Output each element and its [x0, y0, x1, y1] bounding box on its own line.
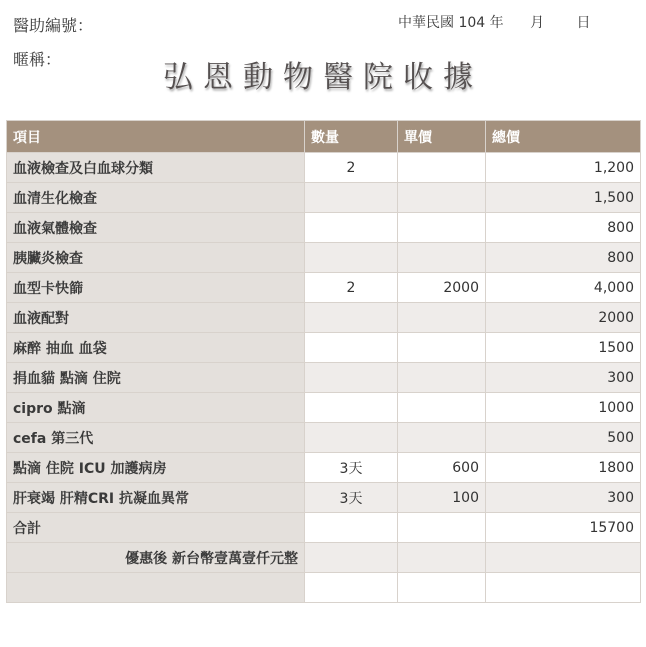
date-month: 月 — [530, 15, 545, 31]
item-cell: 血液氣體檢查 — [7, 213, 305, 243]
item-cell: cefa 第三代 — [7, 423, 305, 453]
unit-price-cell — [398, 303, 486, 333]
column-header-item: 項目 — [7, 121, 305, 153]
empty-cell — [305, 543, 398, 573]
table-row — [7, 183, 641, 213]
unit-price-cell — [398, 243, 486, 273]
empty-cell — [486, 573, 641, 603]
table-row — [7, 153, 641, 183]
sum-label-cell: 合計 — [7, 513, 305, 543]
total-price-cell: 800 — [486, 213, 641, 243]
quantity-cell: 3天 — [305, 453, 398, 483]
table-row — [7, 243, 641, 273]
empty-cell — [398, 573, 486, 603]
record-number-label: 醫助編號： — [13, 16, 94, 35]
unit-price-cell — [398, 363, 486, 393]
quantity-cell — [305, 423, 398, 453]
total-price-cell: 1500 — [486, 333, 641, 363]
receipt-table — [6, 120, 641, 603]
empty-cell — [305, 573, 398, 603]
item-cell: 捐血貓 點滴 住院 — [7, 363, 305, 393]
quantity-cell — [305, 333, 398, 363]
table-row — [7, 333, 641, 363]
unit-price-cell — [398, 213, 486, 243]
quantity-cell — [305, 213, 398, 243]
unit-price-cell: 600 — [398, 453, 486, 483]
item-cell: 麻醉 抽血 血袋 — [7, 333, 305, 363]
total-price-cell: 1,200 — [486, 153, 641, 183]
total-price-cell: 2000 — [486, 303, 641, 333]
total-price-cell: 1,500 — [486, 183, 641, 213]
discount-text-cell: 優惠後 新台幣壹萬壹仟元整 — [7, 543, 305, 573]
quantity-cell — [305, 393, 398, 423]
item-cell: 血液檢查及白血球分類 — [7, 153, 305, 183]
table-row — [7, 363, 641, 393]
total-price-cell: 300 — [486, 363, 641, 393]
unit-price-cell — [398, 183, 486, 213]
table-header-row — [7, 121, 641, 153]
total-price-cell: 300 — [486, 483, 641, 513]
unit-price-cell — [398, 393, 486, 423]
item-cell: 血液配對 — [7, 303, 305, 333]
table-row — [7, 423, 641, 453]
total-price-cell: 800 — [486, 243, 641, 273]
sum-total-cell: 15700 — [486, 513, 641, 543]
table-row — [7, 303, 641, 333]
quantity-cell: 2 — [305, 153, 398, 183]
empty-cell — [7, 573, 305, 603]
table-row-discount — [7, 543, 641, 573]
column-header-total-price: 總價 — [486, 121, 641, 153]
total-price-cell: 500 — [486, 423, 641, 453]
item-cell: 血清生化檢查 — [7, 183, 305, 213]
quantity-cell — [305, 363, 398, 393]
table-row — [7, 453, 641, 483]
date-line — [398, 12, 591, 32]
table-row-blank — [7, 573, 641, 603]
total-price-cell: 1800 — [486, 453, 641, 483]
table-row — [7, 213, 641, 243]
quantity-cell: 3天 — [305, 483, 398, 513]
date-year: 中華民國 104 年 — [398, 15, 504, 31]
total-price-cell: 4,000 — [486, 273, 641, 303]
total-price-cell: 1000 — [486, 393, 641, 423]
quantity-cell — [305, 183, 398, 213]
empty-cell — [398, 543, 486, 573]
date-day: 日 — [576, 15, 591, 31]
pet-name-label: 暱稱： — [13, 50, 62, 69]
unit-price-cell — [398, 153, 486, 183]
quantity-cell — [305, 243, 398, 273]
unit-price-cell: 100 — [398, 483, 486, 513]
quantity-cell — [305, 513, 398, 543]
unit-price-cell — [398, 333, 486, 363]
empty-cell — [486, 543, 641, 573]
unit-price-cell — [398, 513, 486, 543]
receipt-title: 弘恩動物醫院收據 — [163, 60, 483, 95]
quantity-cell: 2 — [305, 273, 398, 303]
item-cell: 肝衰竭 肝精CRI 抗凝血異常 — [7, 483, 305, 513]
unit-price-cell — [398, 423, 486, 453]
item-cell: 胰臟炎檢查 — [7, 243, 305, 273]
column-header-unit-price: 單價 — [398, 121, 486, 153]
item-cell: 血型卡快篩 — [7, 273, 305, 303]
table-row — [7, 273, 641, 303]
item-cell: cipro 點滴 — [7, 393, 305, 423]
unit-price-cell: 2000 — [398, 273, 486, 303]
table-row — [7, 393, 641, 423]
column-header-quantity: 數量 — [305, 121, 398, 153]
table-row-sum — [7, 513, 641, 543]
quantity-cell — [305, 303, 398, 333]
item-cell: 點滴 住院 ICU 加護病房 — [7, 453, 305, 483]
table-row — [7, 483, 641, 513]
